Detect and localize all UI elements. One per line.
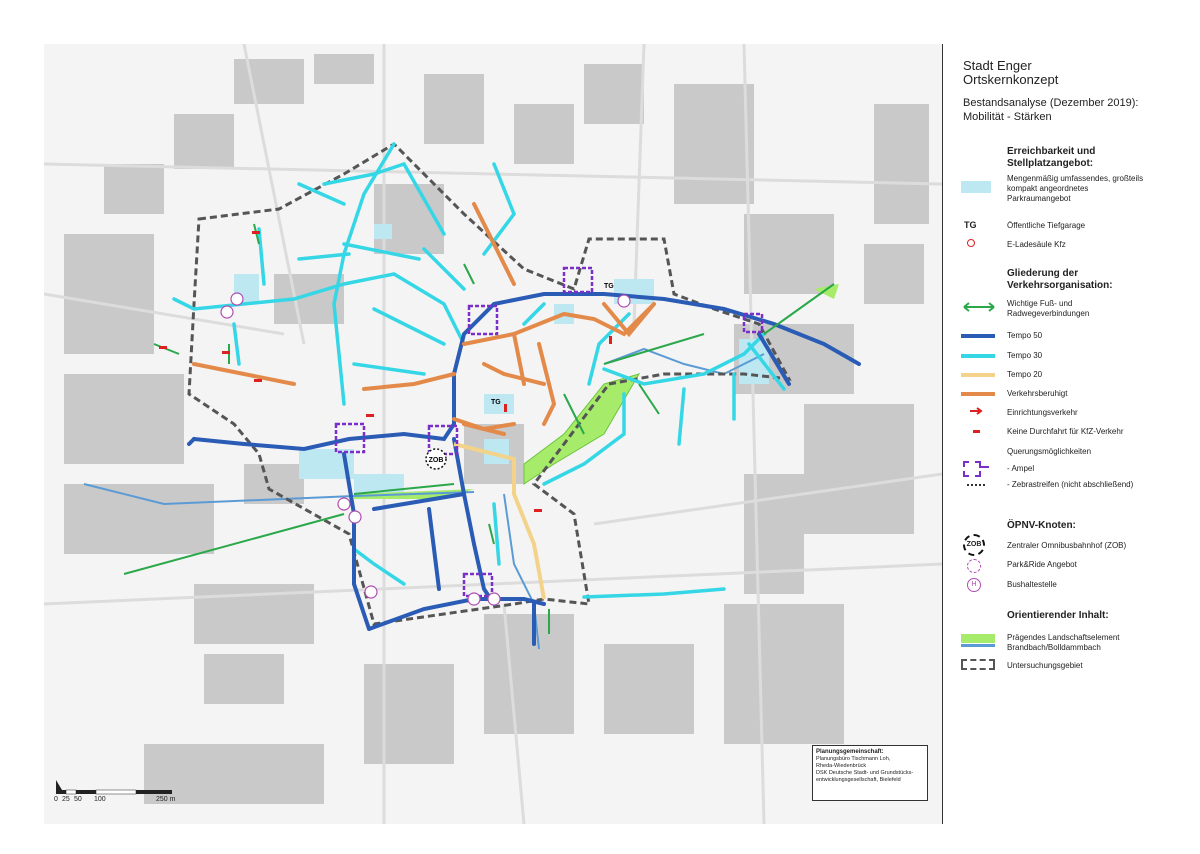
legend-section-transit: ÖPNV-Knoten: [1007,520,1076,531]
scale-graphic [52,778,182,796]
ev-charger-icon [967,239,975,247]
study-area-swatch [961,659,995,670]
bus-stop-icon: H [967,578,981,592]
tg-label: TG [604,283,614,290]
scale-label: 50 [74,796,82,803]
legend-item-tempo20: Tempo 20 [1007,370,1043,379]
credits-line: Planungsbüro Tischmann Loh, [816,756,891,762]
credits-line: DSK Deutsche Stadt- und Grundstücks- [816,770,914,776]
legend-item-stream: Brandbach/Bolldammbach [1007,643,1101,652]
legend-item-oneway: Einrichtungsverkehr [1007,408,1078,417]
legend-item-paths: Wichtige Fuß- und Radwegeverbindungen [1007,299,1090,318]
map-title: Ortskernkonzept [963,72,1059,87]
map-canvas[interactable] [44,44,942,824]
bus-stop-icon [349,511,361,523]
traffic-lights [336,268,762,596]
credits-line: Rheda-Wiedenbrück [816,763,867,769]
legend-item-parking: Mengenmäßig umfassendes, großteils kompakt angeordnetes Parkraumangebot [1007,174,1144,203]
stream-swatch [961,644,995,647]
calmed-swatch [961,392,995,396]
north-arrow-icon [56,780,62,790]
legend-item-zebra: - Zebrastreifen (nicht abschließend) [1007,480,1134,489]
tg-label: TG [491,399,501,406]
legend-item-tempo50: Tempo 50 [1007,331,1043,340]
scale-label: 250 m [156,796,176,803]
tg-symbol: TG [964,220,977,230]
legend-item-study: Untersuchungsgebiet [1007,661,1083,670]
zob-label: ZOB [428,457,444,464]
legend-section-traffic: Gliederung der Verkehrsorganisation: [1007,268,1113,291]
no-through-icon [973,430,980,433]
scale-label: 25 [62,796,70,803]
legend-item-tg: Öffentliche Tiefgarage [1007,221,1086,230]
scale-bar [52,778,182,808]
credits-heading: Planungsgemeinschaft: [816,749,884,755]
zob-icon: ZOB [963,534,985,556]
bus-stop-icon [221,306,233,318]
map-subtitle: Mobilität - Stärken [963,111,1052,123]
tempo20-swatch [961,373,995,377]
map-svg[interactable] [44,44,942,824]
legend-item-pr: Park&Ride Angebot [1007,560,1077,569]
legend-section-orient: Orientierender Inhalt: [1007,610,1109,621]
bus-stop-icon [365,586,377,598]
legend-item-zob: Zentraler Omnibusbahnhof (ZOB) [1007,541,1127,550]
parking-swatch [961,181,991,193]
park-ride-icon [967,559,981,573]
zebra-icon [967,484,985,488]
landscape-swatch [961,634,995,643]
legend-item-lights: - Ampel [1007,464,1035,473]
map-subtitle: Bestandsanalyse (Dezember 2019): [963,97,1139,109]
scale-label: 100 [94,796,106,803]
path-arrow-icon [961,302,997,312]
legend-item-crossing: Querungsmöglichkeiten [1007,447,1092,456]
legend-item-bus: Bushaltestelle [1007,580,1057,589]
legend-item-nothrough: Keine Durchfahrt für KfZ-Verkehr [1007,427,1124,436]
legend-panel [942,44,1156,824]
bus-stop-icon [618,295,630,307]
bus-stop-icon [468,593,480,605]
credits-line: entwicklungsgesellschaft, Bielefeld [816,777,901,783]
legend-item-landscape: Prägendes Landschaftselement [1007,633,1120,642]
credits-box [812,745,928,801]
bus-stop-icon [338,498,350,510]
tempo50-swatch [961,334,995,338]
traffic-light-tail-icon [979,466,989,470]
map-title: Stadt Enger [963,58,1032,73]
bus-stop-icon [231,293,243,305]
legend-item-calmed: Verkehrsberuhigt [1007,389,1068,398]
legend-item-tempo30: Tempo 30 [1007,351,1043,360]
bus-stop-icon [488,593,500,605]
legend-section-access: Erreichbarkeit und Stellplatzangebot: [1007,146,1096,169]
tempo30-swatch [961,354,995,358]
oneway-arrow-icon [969,407,985,415]
legend-item-ev: E-Ladesäule Kfz [1007,240,1066,249]
scale-label: 0 [54,796,58,803]
